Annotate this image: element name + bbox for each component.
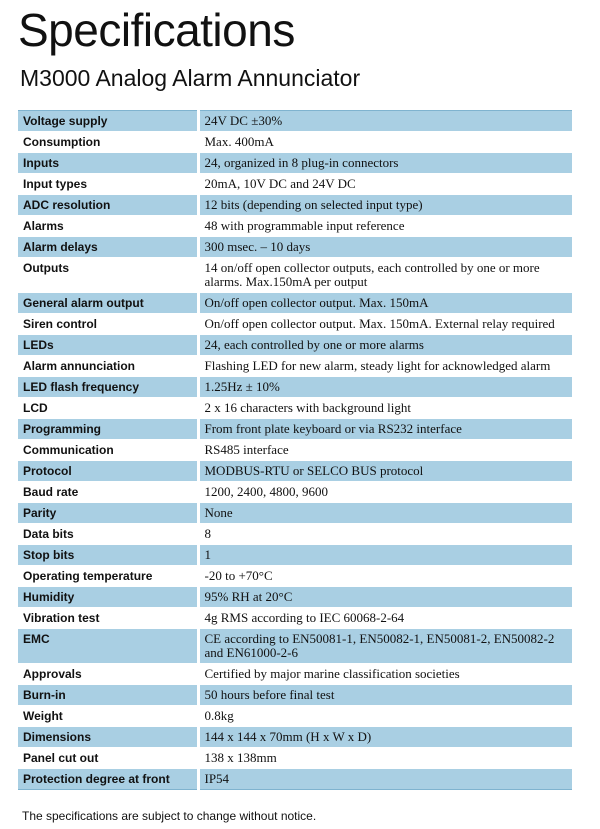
specifications-table	[18, 110, 572, 790]
spec-label: Weight	[18, 706, 198, 727]
spec-value: 50 hours before final test	[198, 685, 572, 706]
product-subtitle: M3000 Analog Alarm Annunciator	[20, 65, 361, 91]
spec-label: Communication	[18, 440, 198, 461]
specifications-table-body	[18, 111, 572, 790]
spec-label: Alarm delays	[18, 237, 198, 258]
spec-label: Inputs	[18, 153, 198, 174]
spec-value: 1.25Hz ± 10%	[198, 377, 572, 398]
spec-label: Alarm annunciation	[18, 356, 198, 377]
spec-row	[18, 748, 572, 769]
spec-row	[18, 153, 572, 174]
spec-value: CE according to EN50081-1, EN50082-1, EN50081-2, EN50082-2 and EN61000-2-6	[198, 629, 572, 664]
spec-row	[18, 587, 572, 608]
spec-row	[18, 608, 572, 629]
spec-label: Input types	[18, 174, 198, 195]
spec-value: 0.8kg	[198, 706, 572, 727]
spec-value: 24V DC ±30%	[198, 111, 572, 132]
spec-value: From front plate keyboard or via RS232 interface	[198, 419, 572, 440]
spec-row	[18, 419, 572, 440]
spec-value: -20 to +70°C	[198, 566, 572, 587]
spec-label: LEDs	[18, 335, 198, 356]
spec-label: Panel cut out	[18, 748, 198, 769]
spec-row	[18, 727, 572, 748]
spec-row	[18, 314, 572, 335]
spec-label: Vibration test	[18, 608, 198, 629]
spec-row	[18, 440, 572, 461]
spec-row	[18, 706, 572, 727]
spec-row	[18, 216, 572, 237]
spec-label: Baud rate	[18, 482, 198, 503]
spec-label: LED flash frequency	[18, 377, 198, 398]
spec-label: Approvals	[18, 664, 198, 685]
spec-label: EMC	[18, 629, 198, 664]
spec-row	[18, 545, 572, 566]
spec-label: Humidity	[18, 587, 198, 608]
spec-row	[18, 503, 572, 524]
spec-label: Stop bits	[18, 545, 198, 566]
spec-value: Certified by major marine classification societies	[198, 664, 572, 685]
spec-row	[18, 398, 572, 419]
spec-label: Protection degree at front	[18, 769, 198, 790]
spec-value: 1	[198, 545, 572, 566]
spec-row	[18, 132, 572, 153]
spec-value: 8	[198, 524, 572, 545]
spec-label: ADC resolution	[18, 195, 198, 216]
spec-value: 20mA, 10V DC and 24V DC	[198, 174, 572, 195]
spec-row	[18, 769, 572, 790]
spec-label: Alarms	[18, 216, 198, 237]
spec-label: Dimensions	[18, 727, 198, 748]
spec-row	[18, 377, 572, 398]
spec-value: Max. 400mA	[198, 132, 572, 153]
spec-value: Flashing LED for new alarm, steady light for acknowledged alarm	[198, 356, 572, 377]
spec-row	[18, 664, 572, 685]
spec-value: 14 on/off open collector outputs, each controlled by one or more alarms. Max.150mA per output	[198, 258, 572, 293]
spec-label: Operating temperature	[18, 566, 198, 587]
spec-row	[18, 524, 572, 545]
spec-row	[18, 461, 572, 482]
spec-value: 24, each controlled by one or more alarms	[198, 335, 572, 356]
spec-label: Parity	[18, 503, 198, 524]
spec-label: Programming	[18, 419, 198, 440]
spec-value: MODBUS-RTU or SELCO BUS protocol	[198, 461, 572, 482]
spec-row	[18, 237, 572, 258]
spec-value: 95% RH at 20°C	[198, 587, 572, 608]
spec-row	[18, 111, 572, 132]
spec-row	[18, 356, 572, 377]
spec-label: Protocol	[18, 461, 198, 482]
spec-value: 138 x 138mm	[198, 748, 572, 769]
spec-row	[18, 258, 572, 293]
spec-value: 24, organized in 8 plug-in connectors	[198, 153, 572, 174]
spec-value: 1200, 2400, 4800, 9600	[198, 482, 572, 503]
spec-value: 4g RMS according to IEC 60068-2-64	[198, 608, 572, 629]
footnote: The specifications are subject to change without notice.	[22, 809, 317, 823]
spec-value: 2 x 16 characters with background light	[198, 398, 572, 419]
spec-value: None	[198, 503, 572, 524]
spec-row	[18, 195, 572, 216]
spec-value: 300 msec. – 10 days	[198, 237, 572, 258]
spec-value: 48 with programmable input reference	[198, 216, 572, 237]
spec-value: IP54	[198, 769, 572, 790]
spec-value: On/off open collector output. Max. 150mA. External relay required	[198, 314, 572, 335]
spec-row	[18, 566, 572, 587]
spec-label: General alarm output	[18, 293, 198, 314]
spec-value: RS485 interface	[198, 440, 572, 461]
spec-row	[18, 629, 572, 664]
spec-label: Siren control	[18, 314, 198, 335]
spec-row	[18, 174, 572, 195]
spec-row	[18, 685, 572, 706]
spec-label: LCD	[18, 398, 198, 419]
spec-row	[18, 335, 572, 356]
spec-label: Consumption	[18, 132, 198, 153]
spec-label: Outputs	[18, 258, 198, 293]
spec-value: 144 x 144 x 70mm (H x W x D)	[198, 727, 572, 748]
spec-row	[18, 482, 572, 503]
spec-label: Voltage supply	[18, 111, 198, 132]
page-title: Specifications	[18, 4, 295, 56]
spec-value: 12 bits (depending on selected input type)	[198, 195, 572, 216]
spec-value: On/off open collector output. Max. 150mA	[198, 293, 572, 314]
spec-label: Data bits	[18, 524, 198, 545]
spec-label: Burn-in	[18, 685, 198, 706]
spec-row	[18, 293, 572, 314]
